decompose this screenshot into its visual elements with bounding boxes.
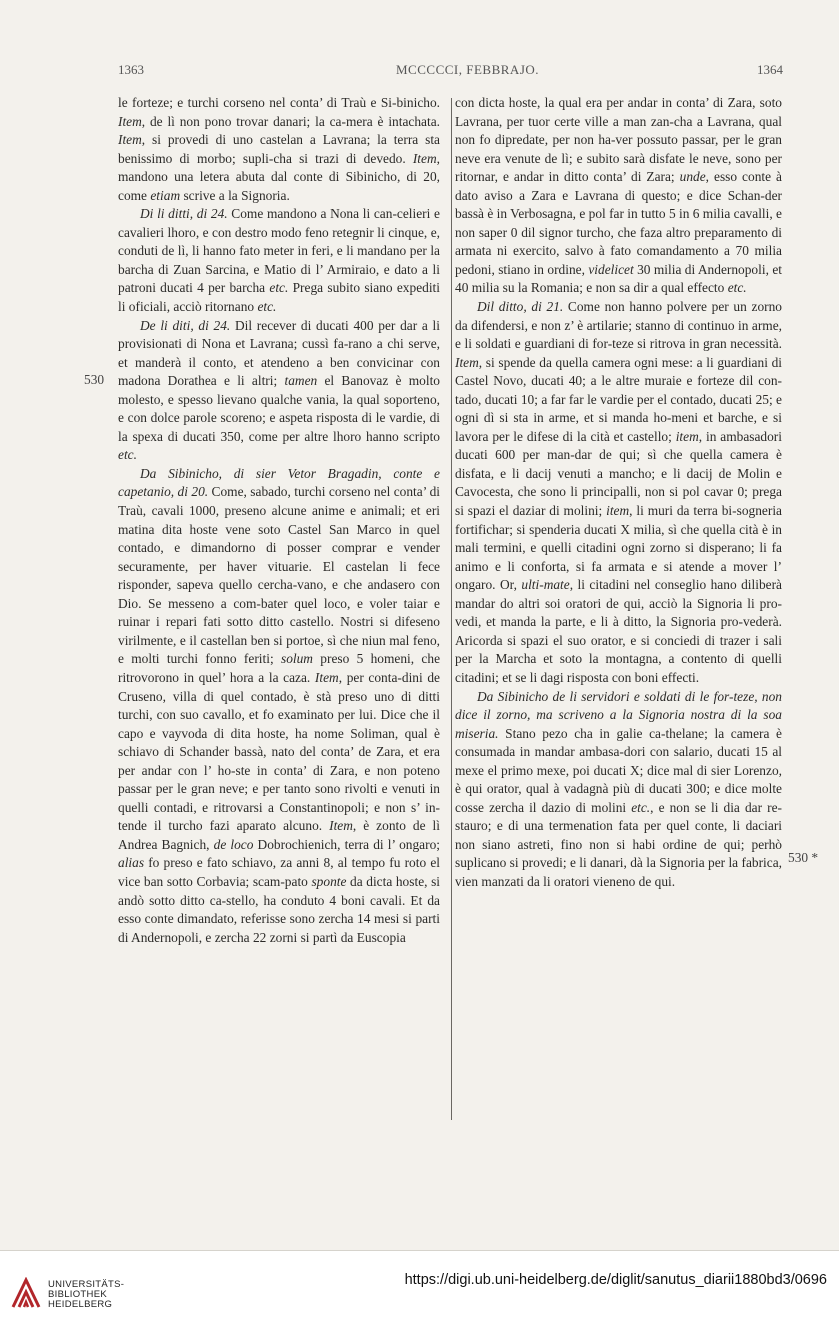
paragraph bbox=[118, 465, 440, 947]
text-run: con dicta hoste, la qual era per andar in conta’ di Zara, soto Lavrana, per tuor certe ville a man zan-cha a Lavrana, qual non fo dipredate, per non ha-ver possuto passar, per le gran neve era venute de lì; e subito sarà disfate le neve, sono per ritornar, e andar in ditto conta’ di Zara; bbox=[455, 95, 782, 185]
text-run: , si spende da quella camera ogni mese: a li guardiani di Castel Novo, ducati 40; a le altre muraie e forteze dil con-tado, ducati 10; a far far le vardie per el contado, ducati 25; e ogni dì si sta in arme, et si manda ho-meni et barche, e si lavora per le difese di la cità et castello; bbox=[455, 354, 782, 444]
italic-text: solum bbox=[280, 651, 313, 667]
text-run: Dil recever di ducati 400 per dar a li provisionati di Nona et Lavrana; cussì fa-rano a chi serve, et manderà il conto, et atendeno a ben convicinar con madona Dorathea e li altri; bbox=[118, 317, 440, 389]
italic-text: Item bbox=[314, 669, 339, 685]
italic-text: De li diti, di 24. bbox=[140, 317, 231, 333]
text-run: , de lì non pono trovar danari; la ca-mera è intachata. bbox=[141, 113, 440, 129]
margin-number-left: 530 bbox=[84, 372, 105, 387]
library-logo-icon[interactable] bbox=[10, 1277, 42, 1314]
italic-text: Da Sibinicho, di sier Vetor Bragadin, conte e capetanio, di 20. bbox=[118, 465, 440, 500]
text-run: , si provedi di uno castelan a Lavrana; la terra sta benissimo di morbo; supli-cha si trazi di devedo. bbox=[118, 132, 440, 166]
text-run: el Banovaz è molto molesto, e spesso lievano qualche vania, la qual soporteno, e con dolce parole scoreno; e aspeta risposta di le vardie, di la spexa di ducati 350, come per altre lhoro hanno scripto bbox=[118, 373, 440, 444]
running-title: MCCCCCI, FEBBRAJO. bbox=[396, 62, 540, 77]
italic-text: Item bbox=[118, 113, 142, 129]
italic-text: tamen bbox=[284, 373, 318, 389]
italic-text: Di li ditti, di 24. bbox=[140, 206, 228, 222]
paragraph bbox=[455, 298, 782, 687]
italic-text: item bbox=[675, 428, 699, 444]
right-page-number: 1364 bbox=[757, 62, 783, 77]
text-run: , per conta-dini de Cruseno, villa di quel contado, è stà preso uno di ditti turchi, con suo cavallo, et fo examinato per lui. Dice che il capo e vayvoda di dita hoste, ha nome Soliman, qual è schiavo di Schander bassà, nato del conta’ de Zara, et era per andar con l’ ho-ste in conta’ di Zara, e non poteno passar per le gran neve; e per tanto sono rivolti e venuti in quelli contadi, e ritrovarsi a Constantinopoli; e non s’ in-tende il turcho fazi aparato alcuno. bbox=[118, 669, 440, 834]
left-text-column bbox=[118, 94, 440, 947]
text-run: scrive a la Signoria. bbox=[180, 187, 290, 203]
italic-text: etc. bbox=[269, 280, 289, 296]
paragraph bbox=[118, 205, 440, 316]
italic-text: Item bbox=[329, 818, 353, 834]
library-name[interactable]: UNIVERSITÄTS- BIBLIOTHEK HEIDELBERG bbox=[48, 1279, 125, 1310]
right-text-column bbox=[455, 94, 782, 892]
italic-text: etc. bbox=[727, 280, 747, 296]
text-run: , in ambasadori ducati 600 per man-dar de qui; sì che quella camera è disfata, e li dacij venuti a mancho; e li dacij de Molin e Cavocesta, che sono li principalli, non si pol cavar 0; prega si spazi el daziar di molini; bbox=[455, 428, 782, 519]
page-url-link[interactable]: https://digi.ub.uni-heidelberg.de/diglit/sanutus_diarii1880bd3/0696 bbox=[404, 1272, 827, 1288]
text-run: le forteze; e turchi corseno nel conta’ di Traù e Si-binicho. bbox=[118, 95, 440, 110]
paragraph bbox=[455, 688, 782, 892]
italic-text: etc. bbox=[257, 299, 277, 315]
viewer-footer bbox=[0, 1250, 839, 1327]
text-run: , è zonto de lì Andrea Bagnich, bbox=[118, 818, 440, 852]
text-run: preso 5 homeni, che ritrovorono in quel’ hora a la caza. bbox=[118, 651, 441, 685]
italic-text: etc. bbox=[631, 799, 651, 815]
italic-text: ulti-mate bbox=[521, 577, 570, 593]
margin-number-right: 530 * bbox=[788, 850, 819, 865]
italic-text: etiam bbox=[150, 187, 181, 203]
text-run: Come, sabado, turchi corseno nel conta’ di Traù, cavali 1000, preseno alcune anime e animali; et eri matina dita hoste vene soto Castel San Marco in quel contado, e dimandorno di posser comprar e vender securamente, per haver vituarie. El castelan li fece risponder, sapeva quello cercha-vano, e che andasero con Dio. Se messeno a com-bater quel loco, e voler taiar e ruinar i repari fati sotto ditto castello. Nostri si difeseno virilmente, e il castellan ben si portoe, sì che niun mal feno, e molti turchi fonno feriti; bbox=[118, 484, 440, 667]
text-run: , li citadini nel conseglio hano diliberà mandar do altri soi oratori de qui, acciò la Signoria li pro-vedi, et manda la parte, e li à ditto, la Signoria pro-vederà. Aricorda si spazi el suo orator, e si conciedi di trazer i sali per la Marcha et soto la montagna, a contento di quelli citadini; et se li dagi risposta con boni effecti. bbox=[455, 577, 782, 685]
text-run: , mandono una letera abuta dal conte di Sibinicho, di 20, come bbox=[118, 150, 440, 203]
column-divider bbox=[451, 98, 452, 1120]
italic-text: unde bbox=[679, 169, 706, 185]
paragraph bbox=[118, 317, 440, 465]
text-run: 30 milia di Andernopoli, et 40 milia su la Romania; e non sa dir a qual effecto bbox=[455, 261, 782, 296]
text-run: , esso conte à dato aviso a Zara e Lavrana di questo; e dice Schan-der bassà è in Verbosagna, e pol far in tutto 5 in 6 milia cavalli, e non saper 0 dil signor turcho, che faza altro preparamento di armata ni exercito, salvo à fato comandamento a 70 milia pedoni, stiano in ordine, bbox=[455, 169, 782, 277]
paragraph bbox=[455, 94, 782, 298]
text-run: Dobrochienich, terra di l’ ongaro; bbox=[253, 836, 440, 852]
italic-text: videlicet bbox=[588, 261, 634, 277]
italic-text: etc. bbox=[118, 447, 137, 463]
text-run: , li muri da terra bi-sogneria fortifichar; si spenderia ducati X milia, sì che quella cità è in mali termini, e quelli citadini ogni zorno si disperano; li fa animo e li conforta, si fa armata e si atende a mover l’ ongaro. Or, bbox=[455, 503, 782, 593]
italic-text: Item bbox=[455, 354, 479, 370]
italic-text: de loco bbox=[213, 836, 254, 852]
text-run: , e non se li dia dar re-stauro; e di una termenation fata per quel conte, li daciari non siano astreti, fino non si habi ordine de qui; perhò suplicano si provedi; e li danari, dà la Signoria per la fabrica, vien manzati da li oratori vieneno de qui. bbox=[455, 799, 782, 889]
italic-text: Item bbox=[412, 150, 437, 166]
text-run: fo preso e fato schiavo, za anni 8, al tempo fu roto el vice ban sotto Corbavia; scam-pato bbox=[118, 855, 440, 889]
text-run: da dicta hoste, si andò sotto ditto ca-stello, ha conduto 4 boni cavali. Et da esso conte dimandato, referisse sono zercha 14 mesi si parti di Andernopoli, e zercha 22 zorni si partì da Euscopia bbox=[118, 873, 440, 945]
italic-text: Da Sibinicho de li servidori e soldati di le for-teze, non dice il zorno, ma scriveno a la Signoria nostra di la soa miseria. bbox=[455, 688, 782, 741]
italic-text: Item bbox=[118, 132, 142, 148]
left-page-number: 1363 bbox=[118, 62, 144, 77]
text-run: Prega subito siano expediti li oficiali, acciò ritornano bbox=[118, 280, 440, 315]
italic-text: sponte bbox=[311, 873, 347, 889]
italic-text: Dil ditto, di 21. bbox=[477, 299, 564, 315]
text-run: Come non hanno polvere per un zorno da difendersi, e non z’ è artilarie; stanno di continuo in arme, e li soldati e guardiani di for-teze si ritrova in gran necessità. bbox=[455, 299, 782, 352]
text-run: Come mandono a Nona li can-celieri e cavalieri lhoro, e con destro modo feno retegnir li cinque, e, conduti de lì, li hanno fato meter in feri, e li mandano per la barcha di Zuan Sarcina, e Matio di l’ Armiraio, e dato a li patroni ducati 4 per barcha bbox=[118, 206, 440, 296]
italic-text: item bbox=[606, 503, 630, 519]
text-run: Stano pezo cha in galie ca-thelane; la camera è consumada in mandar ambasa-dori con salario, ducati 15 al mexe el primo mexe, poi ducati X; dice mal di sier Lorenzo, è qui orator, qual à vadagnà più di ducati 300; e dice molte cosse zercha il dazio di molini bbox=[455, 725, 782, 815]
paragraph bbox=[118, 94, 440, 205]
italic-text: alias bbox=[118, 855, 145, 871]
